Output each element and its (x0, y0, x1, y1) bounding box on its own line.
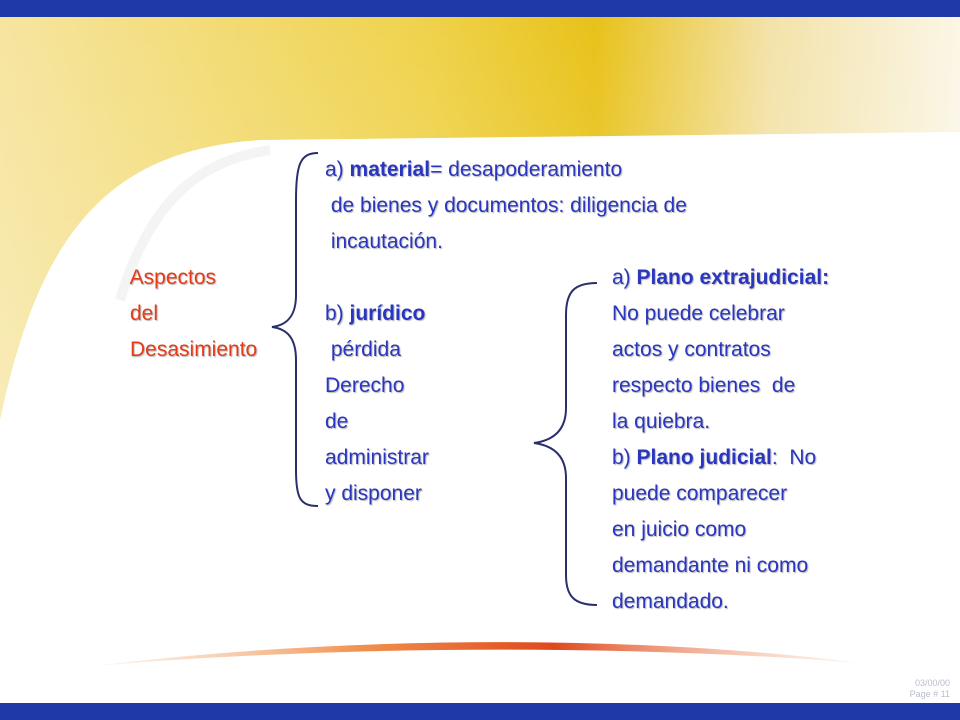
material-line3: incautación. (325, 230, 443, 253)
judicial-line: demandante ni como (612, 554, 809, 577)
extrajudicial-colon: : (822, 266, 830, 289)
footer-page-number: Page # 11 (909, 689, 950, 699)
material-line2: de bienes y documentos: diligencia de (325, 194, 687, 217)
judicial-line: en juicio como (612, 518, 747, 541)
extrajudicial-term: Plano extrajudicial (636, 266, 823, 289)
judicial-heading (612, 440, 816, 476)
left-label-line3: Desasimiento (130, 338, 258, 361)
extrajudicial-line: actos y contratos (612, 338, 771, 361)
extrajudicial-line: respecto bienes de (612, 374, 796, 397)
juridico-term: jurídico (349, 302, 426, 325)
judicial-line: demandado. (612, 590, 729, 613)
juridico-line: pérdida (325, 338, 401, 361)
juridico-line: de (325, 410, 349, 433)
judicial-rest: : No (771, 446, 817, 469)
left-label-line2: del (130, 302, 159, 325)
extrajudicial-heading (612, 260, 829, 296)
juridico-line: Derecho (325, 374, 405, 397)
left-label-line1: Aspectos (125, 266, 217, 289)
juridico-line: administrar (325, 446, 429, 469)
material-term: material (349, 158, 431, 181)
material-heading (325, 152, 622, 188)
footer-date: 03/00/00 (914, 678, 950, 688)
juridico-heading (325, 296, 425, 332)
judicial-prefix: b) (612, 446, 637, 469)
judicial-term: Plano judicial (636, 446, 772, 469)
juridico-line: y disponer (325, 482, 422, 505)
extrajudicial-prefix: a) (612, 266, 637, 289)
material-prefix: a) (325, 158, 350, 181)
material-rest: = desapoderamiento (430, 158, 623, 181)
judicial-line: puede comparecer (612, 482, 788, 505)
extrajudicial-line: No puede celebrar (612, 302, 785, 325)
extrajudicial-line: la quiebra. (612, 410, 711, 433)
juridico-prefix: b) (325, 302, 350, 325)
